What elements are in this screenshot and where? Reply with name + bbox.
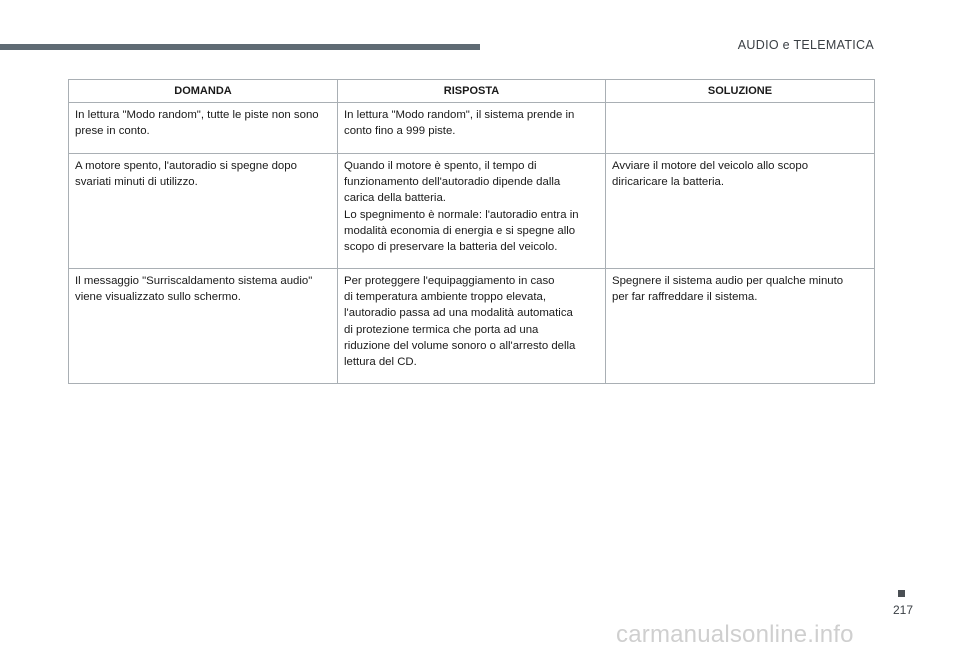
- cell-text: Quando il motore è spento, il tempo di funzionamento dell'autoradio dipende dalla carica della batteria. Lo spegnimento è normale: l'autoradio entra in modalità economia di energia e si spegne allo scopo di preservare la batteria del veicolo.: [344, 160, 579, 254]
- table-row: [69, 103, 875, 154]
- cell-soluzione: [606, 154, 875, 269]
- table-header-row: [69, 80, 875, 103]
- cell-domanda: [69, 269, 338, 384]
- cell-text: A motore spento, l'autoradio si spegne dopo svariati minuti di utilizzo.: [75, 160, 297, 189]
- cell-risposta: [338, 269, 606, 384]
- cell-risposta: [338, 103, 606, 154]
- table-row: [69, 269, 875, 384]
- column-header-risposta: RISPOSTA: [338, 80, 606, 103]
- page-number: 217: [893, 603, 914, 617]
- section-title: AUDIO e TELEMATICA: [737, 38, 874, 52]
- cell-text: Avviare il motore del veicolo allo scopo diricaricare la batteria.: [612, 160, 809, 189]
- column-header-domanda: DOMANDA: [69, 80, 338, 103]
- cell-domanda: [69, 103, 338, 154]
- troubleshooting-table: [68, 79, 875, 384]
- cell-text: Il messaggio "Surriscaldamento sistema audio" viene visualizzato sullo schermo.: [75, 275, 313, 304]
- cell-domanda: [69, 154, 338, 269]
- header-accent-bar: [0, 44, 480, 50]
- watermark-text: carmanualsonline.info: [616, 621, 854, 648]
- column-header-soluzione: SOLUZIONE: [606, 80, 875, 103]
- cell-text: In lettura "Modo random", il sistema prende in conto fino a 999 piste.: [344, 109, 575, 138]
- cell-soluzione: [606, 103, 875, 154]
- cell-risposta: [338, 154, 606, 269]
- cell-text: Spegnere il sistema audio per qualche minuto per far raffreddare il sistema.: [612, 275, 844, 304]
- table-row: [69, 154, 875, 269]
- page-marker-square: [898, 590, 905, 597]
- cell-text: Per proteggere l'equipaggiamento in caso di temperatura ambiente troppo elevata, l'autoradio passa ad una modalità automatica di protezione termica che porta ad una riduzione del volume sonoro o all'arresto della lettura del CD.: [344, 275, 576, 369]
- cell-soluzione: [606, 269, 875, 384]
- cell-text: In lettura "Modo random", tutte le piste non sono prese in conto.: [75, 109, 319, 138]
